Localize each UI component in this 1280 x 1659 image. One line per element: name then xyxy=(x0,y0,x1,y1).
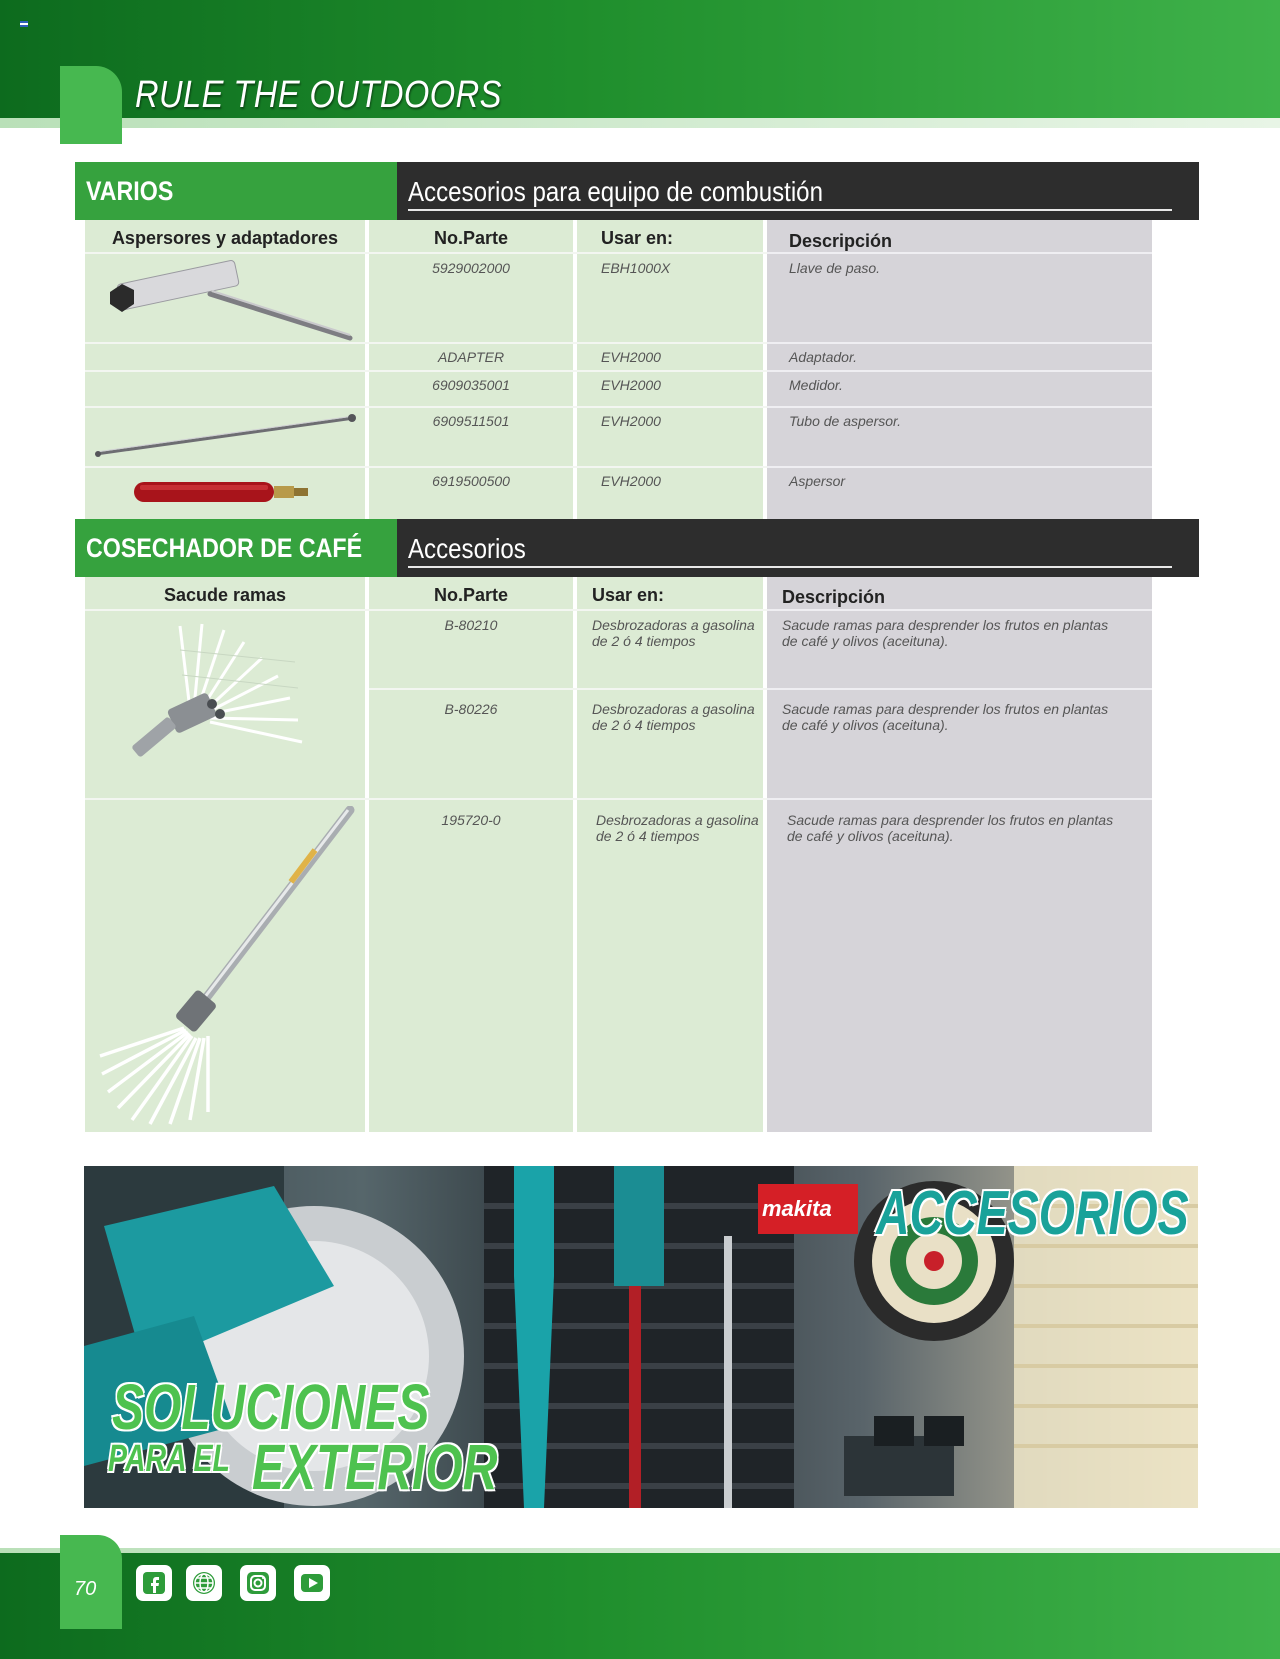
col-header-use: Usar en: xyxy=(592,585,665,605)
col-header-image: Sacude ramas xyxy=(163,585,287,605)
use-on: Desbrozadoras a gasolina de 2 ó 4 tiempos xyxy=(592,701,755,733)
col-header-part: No.Parte xyxy=(433,228,509,248)
part-number: B-80226 xyxy=(444,701,498,717)
description: Sacude ramas para desprender los frutos en plantas de café y olivos (aceituna). xyxy=(782,617,1109,649)
instagram-icon[interactable] xyxy=(240,1565,276,1601)
page-header-title: RULE THE OUTDOORS xyxy=(135,74,502,116)
col-header-description: Descripción xyxy=(782,587,886,607)
brand-text: makita xyxy=(762,1196,832,1221)
description: Sacude ramas para desprender los frutos en plantas de café y olivos (aceituna). xyxy=(782,701,1109,733)
part-number: 195720-0 xyxy=(441,812,501,828)
header-tab xyxy=(60,66,122,144)
youtube-icon[interactable] xyxy=(294,1565,330,1601)
description: Medidor. xyxy=(789,377,843,393)
col-header-image: Aspersores y adaptadores xyxy=(111,228,339,248)
col-header-use: Usar en: xyxy=(601,228,674,248)
part-number: 5929002000 xyxy=(432,260,510,276)
section-header-varios xyxy=(75,162,1199,220)
description: Adaptador. xyxy=(789,349,857,365)
section-category: COSECHADOR DE CAFÉ xyxy=(86,533,363,563)
banner-badge: ACCESORIOS xyxy=(876,1179,1189,1248)
flag-icon xyxy=(20,21,28,27)
banner-headline: PARA EL xyxy=(108,1438,230,1480)
part-number: ADAPTER xyxy=(437,349,505,365)
banner-headline: EXTERIOR xyxy=(252,1431,498,1503)
sprayer-nozzle-image xyxy=(130,474,312,510)
col-header-description: Descripción xyxy=(789,231,893,251)
section-title: Accesorios xyxy=(408,533,526,564)
use-on: EVH2000 xyxy=(601,413,661,429)
part-number: B-80210 xyxy=(444,617,498,633)
use-on: Desbrozadoras a gasolina de 2 ó 4 tiempos xyxy=(592,617,755,649)
header-strip xyxy=(0,118,1280,128)
sprayer-tube-image xyxy=(92,410,360,460)
branch-shaker-pole-image xyxy=(92,806,362,1126)
section-category: VARIOS xyxy=(86,176,174,206)
valve-key-image xyxy=(100,258,360,344)
branch-shaker-head-image xyxy=(120,620,320,780)
part-number: 6909035001 xyxy=(432,377,510,393)
globe-icon[interactable] xyxy=(186,1565,222,1601)
page-number: 70 xyxy=(74,1578,97,1600)
facebook-icon[interactable] xyxy=(136,1565,172,1601)
section-title: Accesorios para equipo de combustión xyxy=(408,176,823,207)
use-on: EBH1000X xyxy=(601,260,671,276)
description: Sacude ramas para desprender los frutos en plantas de café y olivos (aceituna). xyxy=(787,812,1114,844)
use-on: Desbrozadoras a gasolina de 2 ó 4 tiempos xyxy=(596,812,759,844)
use-on: EVH2000 xyxy=(601,349,661,365)
description: Llave de paso. xyxy=(789,260,881,276)
use-on: EVH2000 xyxy=(601,473,661,489)
section-header-coffee xyxy=(75,519,1199,577)
banner-headline: SOLUCIONES xyxy=(112,1371,430,1443)
part-number: 6909511501 xyxy=(432,413,510,429)
description: Tubo de aspersor. xyxy=(789,413,902,429)
use-on: EVH2000 xyxy=(601,377,661,393)
col-header-part: No.Parte xyxy=(433,585,509,605)
part-number: 6919500500 xyxy=(432,473,510,489)
description: Aspersor xyxy=(789,473,846,489)
